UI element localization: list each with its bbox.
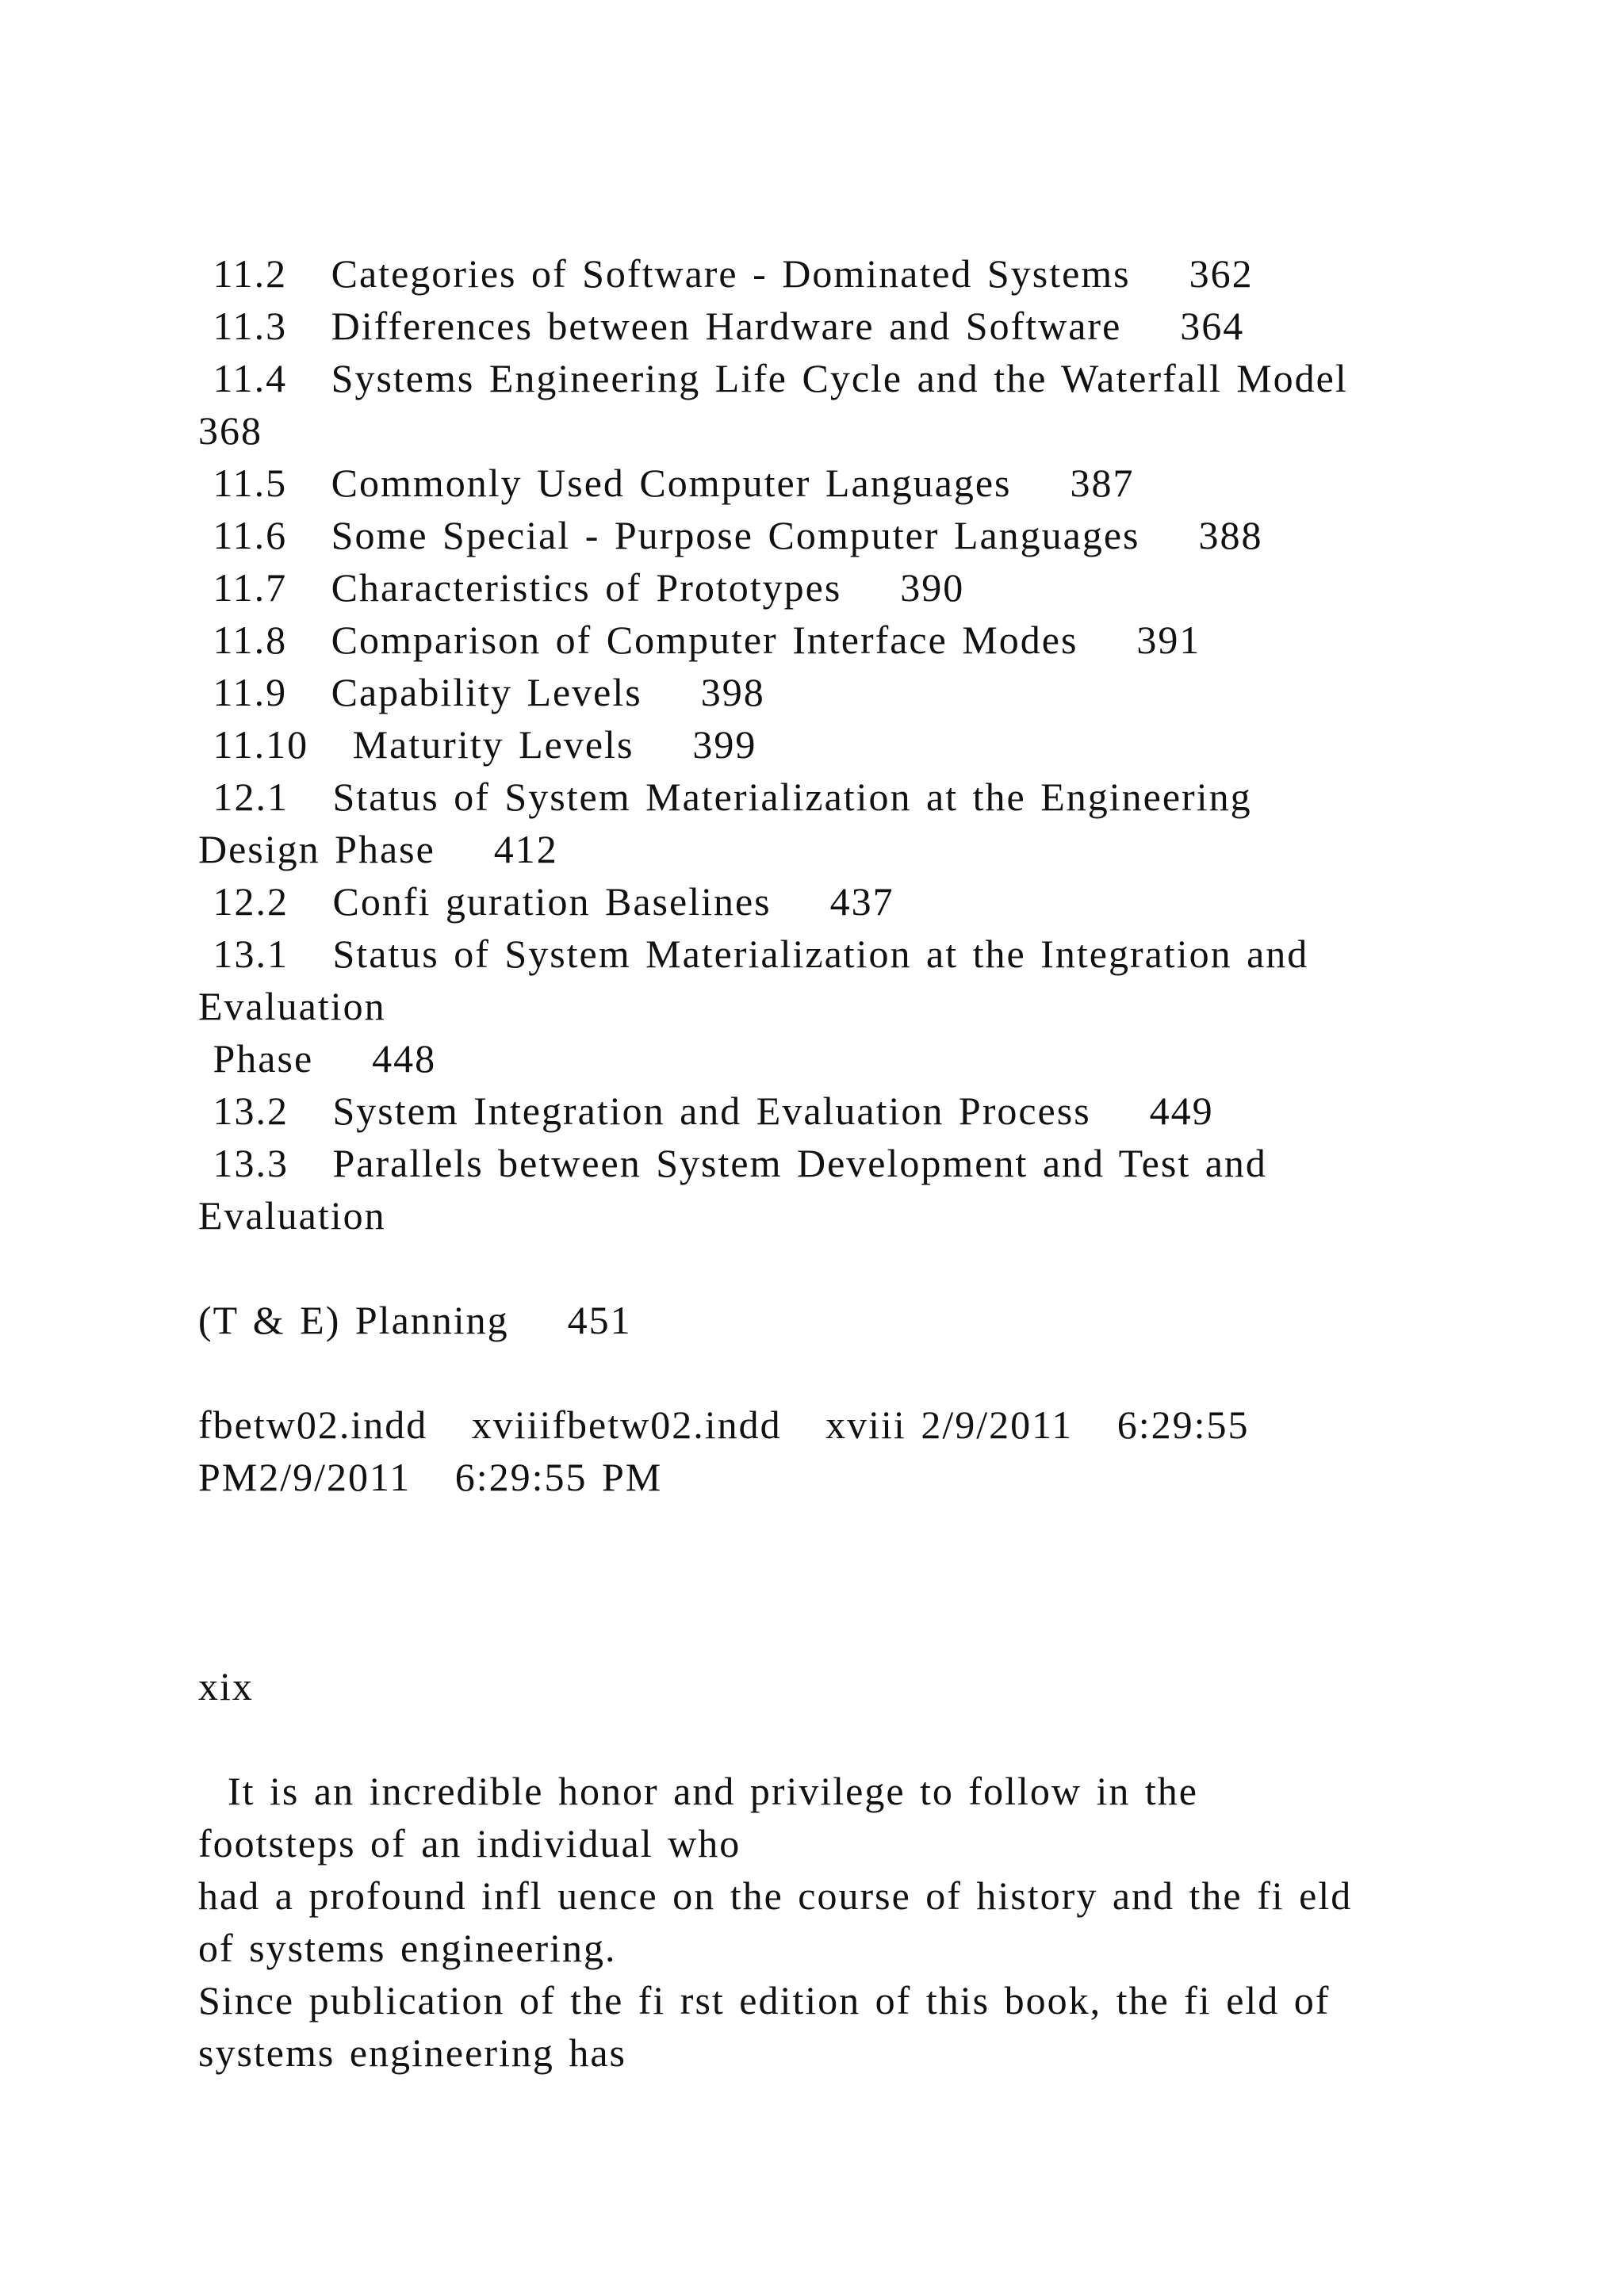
page-number: xix <box>198 1664 254 1709</box>
toc-line: 13.3 Parallels between System Development and Test and <box>198 1141 1267 1185</box>
toc-line: Design Phase 412 <box>198 827 558 871</box>
page-break-gap <box>198 1503 1435 1660</box>
toc-line: 11.7 Characteristics of Prototypes 390 <box>198 565 965 610</box>
document-page <box>198 247 1435 2079</box>
preface-text <box>198 1765 1435 2079</box>
toc-line-last: (T & E) Planning 451 <box>198 1298 632 1342</box>
toc-line: 12.1 Status of System Materialization at the Engineering <box>198 775 1252 819</box>
toc-line: 12.2 Confi guration Baselines 437 <box>198 879 894 924</box>
toc-line: 368 <box>198 408 262 453</box>
toc-line: 11.5 Commonly Used Computer Languages 387 <box>198 461 1135 505</box>
toc-line: 11.10 Maturity Levels 399 <box>198 722 757 767</box>
toc-line: 13.1 Status of System Materialization at the Integration and <box>198 932 1309 976</box>
toc-line: 11.4 Systems Engineering Life Cycle and the Waterfall Model <box>198 356 1348 400</box>
file-info-line: PM2/9/2011 6:29:55 PM <box>198 1455 663 1499</box>
toc-line: 11.9 Capability Levels 398 <box>198 670 765 714</box>
blank-line <box>198 1242 1435 1294</box>
toc-line: 11.2 Categories of Software - Dominated Systems 362 <box>198 251 1254 296</box>
file-info-line: fbetw02.indd xviiifbetw02.indd xviii 2/9/2011 6:29:55 <box>198 1402 1250 1447</box>
toc-line: 11.8 Comparison of Computer Interface Modes 391 <box>198 618 1201 662</box>
toc-line: Phase 448 <box>198 1036 437 1081</box>
preface-line: It is an incredible honor and privilege to follow in the <box>198 1769 1198 1813</box>
toc-line: Evaluation <box>198 1193 386 1238</box>
toc-line: 13.2 System Integration and Evaluation Process 449 <box>198 1089 1214 1133</box>
toc-line: Evaluation <box>198 984 386 1028</box>
preface-line: footsteps of an individual who <box>198 1821 741 1866</box>
preface-line: of systems engineering. <box>198 1926 617 1970</box>
toc-line: 11.3 Differences between Hardware and Software 364 <box>198 304 1245 348</box>
preface-line: had a profound infl uence on the course of history and the fi eld <box>198 1873 1353 1918</box>
preface-line: Since publication of the fi rst edition of this book, the fi eld of <box>198 1978 1331 2022</box>
preface-line: systems engineering has <box>198 2030 627 2075</box>
blank-line <box>198 1712 1435 1765</box>
toc-line: 11.6 Some Special - Purpose Computer Languages 388 <box>198 513 1263 557</box>
file-info <box>198 1399 1435 1503</box>
blank-line <box>198 1346 1435 1399</box>
table-of-contents <box>198 247 1435 1346</box>
